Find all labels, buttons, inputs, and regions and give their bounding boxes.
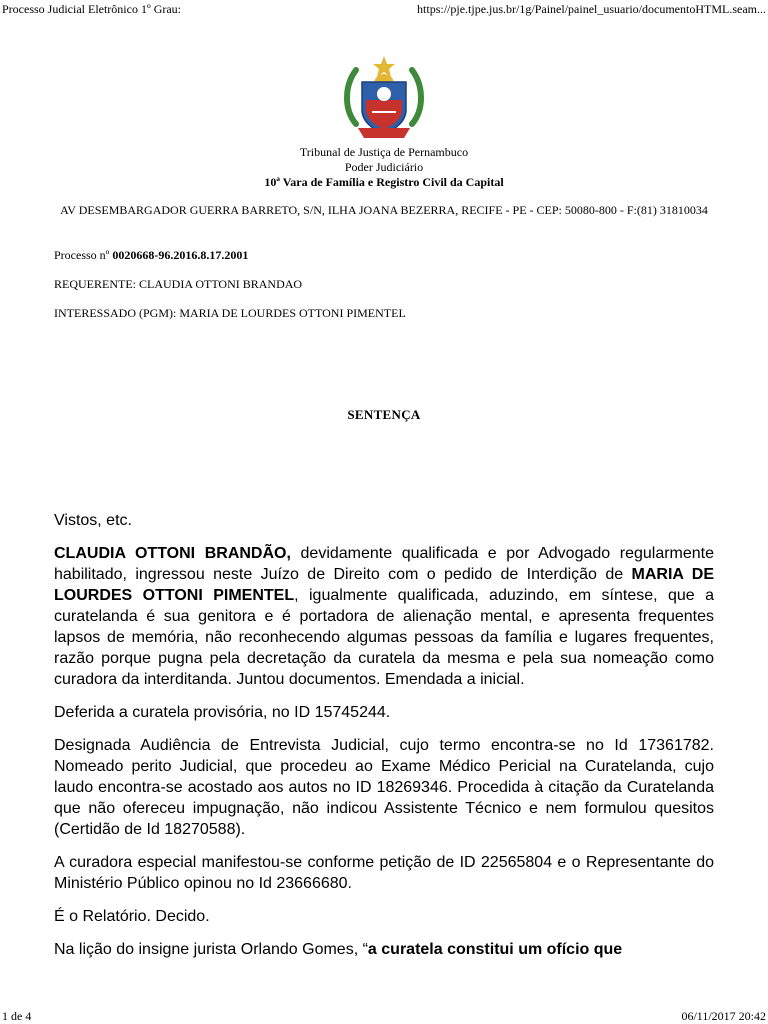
print-datetime: 06/11/2017 20:42: [681, 1009, 766, 1023]
process-number: 0020668-96.2016.8.17.2001: [112, 248, 249, 262]
quote-start: a curatela constitui um ofício que: [367, 941, 623, 958]
document-body: [54, 510, 714, 972]
paragraph-petition: CLAUDIA OTTONI BRANDÃO, devidamente qualificada e por Advogado regularmente habilitado, ingressou neste Juízo de Direito com o pedido de Interdição de MARIA DE LOURDES OTTONI PIMENTEL, igualmente qualificada, aduzindo, em síntese, que a curatelanda é sua genitora e é portadora de alienação mental, e apresenta frequentes lapsos de memória, não reconhecendo algumas pessoas da família e lugares frequentes, razão porque pugna pela decretação da curatela da mesma e pela sua nomeação como curadora da interditanda. Juntou documentos. Emendada a inicial.: [54, 545, 715, 688]
page-counter: 1 de 4: [2, 1009, 32, 1023]
interessado-line: INTERESSADO (PGM): MARIA DE LOURDES OTTONI PIMENTEL: [54, 306, 406, 320]
process-label: Processo nº: [54, 248, 113, 262]
interessado-name: MARIA DE LOURDES OTTONI PIMENTEL: [54, 566, 715, 604]
document-title: SENTENÇA: [347, 407, 421, 422]
paragraph-licao: Na lição do insigne jurista Orlando Gomes, “a curatela constitui um ofício que: [54, 941, 623, 958]
court-branch: Poder Judiciário: [344, 160, 424, 174]
pernambuco-crest-icon: [342, 54, 426, 140]
court-heading: [0, 145, 768, 190]
print-header-title: Processo Judicial Eletrônico 1º Grau:: [2, 2, 182, 16]
print-footer: [0, 1008, 768, 1024]
paragraph-curadora: A curadora especial manifestou-se conforme petição de ID 22565804 e o Representante do Ministério Público opinou no Id 23666680.: [54, 854, 714, 892]
process-number-line: [54, 248, 248, 263]
court-address: AV DESEMBARGADOR GUERRA BARRETO, S/N, ILHA JOANA BEZERRA, RECIFE - PE - CEP: 50080-800 - F:(81) 31810034: [60, 203, 708, 217]
paragraph-audiencia: Designada Audiência de Entrevista Judicial, cujo termo encontra-se no Id 17361782. Nomeado perito Judicial, que procedeu ao Exame Médico Pericial na Curatelanda, cujo laudo encontra-se acostado aos autos no ID 18269346. Procedida à citação da Curatelanda que não ofereceu impugnação, não indicou Assistente Técnico e nem formulou quesitos (Certidão de Id 18270588).: [54, 737, 714, 838]
print-header: [0, 0, 768, 20]
requerente-name: CLAUDIA OTTONI BRANDÃO,: [54, 545, 291, 562]
requerente-line: REQUERENTE: CLAUDIA OTTONI BRANDAO: [54, 277, 303, 291]
paragraph-curatela: Deferida a curatela provisória, no ID 15745244.: [54, 704, 391, 721]
print-header-url: https://pje.tjpe.jus.br/1g/Painel/painel_usuario/documentoHTML.seam...: [417, 2, 766, 16]
paragraph-relatorio: É o Relatório. Decido.: [54, 908, 210, 925]
court-name: Tribunal de Justiça de Pernambuco: [299, 145, 469, 159]
court-division: 10ª Vara de Família e Registro Civil da Capital: [264, 175, 504, 189]
paragraph-vistos: Vistos, etc.: [54, 512, 132, 529]
